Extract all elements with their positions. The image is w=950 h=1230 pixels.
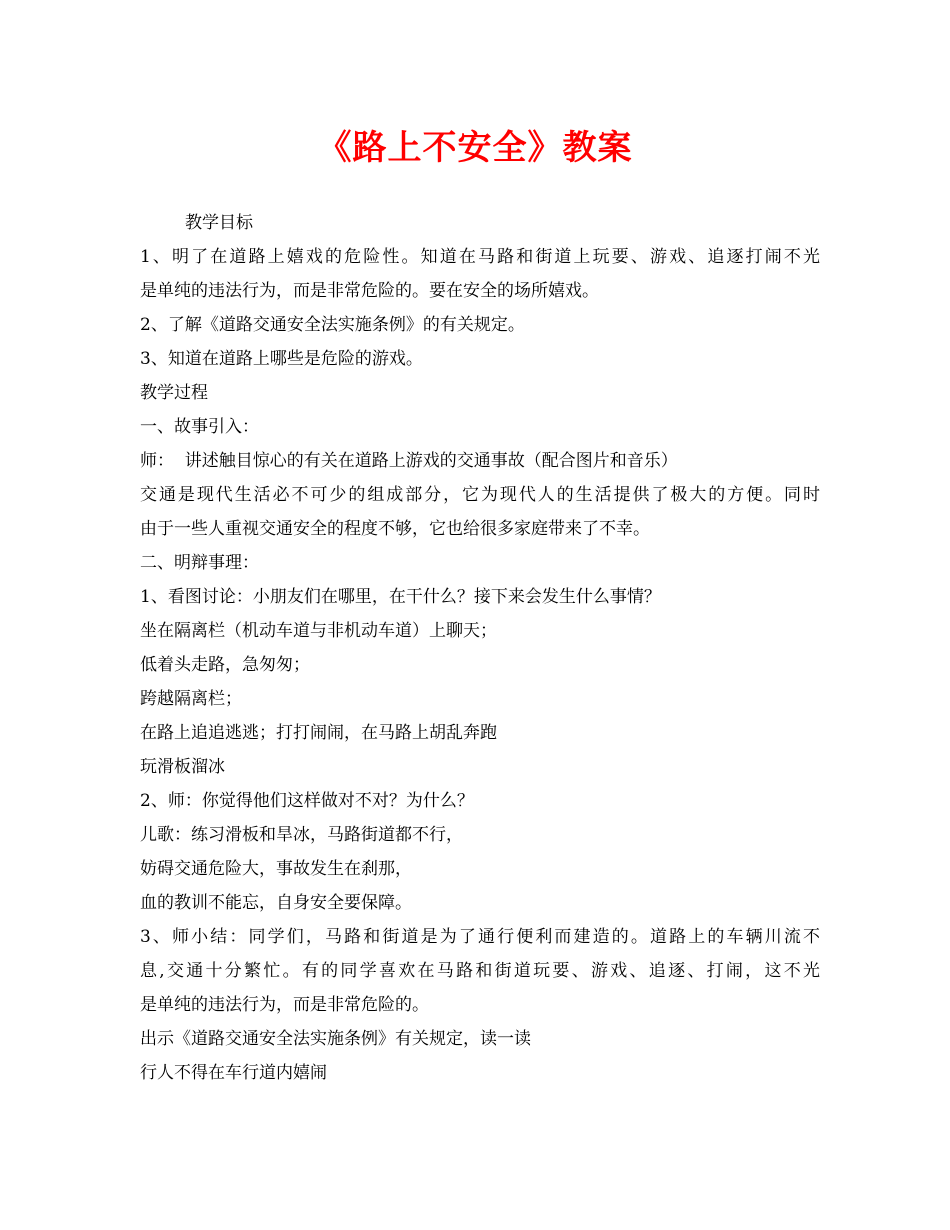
paragraph-line: 血的教训不能忘，自身安全要保障。 (140, 893, 412, 913)
paragraph-line: 在路上追追逃逃；打打闹闹，在马路上胡乱奔跑 (140, 723, 497, 743)
paragraph-line: 2、师：你觉得他们这样做对不对？为什么？ (140, 791, 474, 811)
paragraph-line: 妨碍交通危险大，事故发生在刹那， (140, 859, 412, 879)
paragraph-line: 3、知道在道路上哪些是危险的游戏。 (140, 349, 423, 369)
paragraph-line: 低着头走路，急匆匆； (140, 655, 310, 675)
paragraph-line: 是单纯的违法行为，而是非常危险的。要在安全的场所嬉戏。 (140, 281, 599, 301)
paragraph-line: 坐在隔离栏（机动车道与非机动车道）上聊天； (140, 621, 497, 641)
paragraph-line: 由于一些人重视交通安全的程度不够，它也给很多家庭带来了不幸。 (140, 519, 650, 539)
paragraph-line: 跨越隔离栏； (140, 689, 242, 709)
paragraph-line: 1、明了在道路上嬉戏的危险性。知道在马路和街道上玩要、游戏、追逐打闹不光 (140, 247, 820, 267)
paragraph-line: 师： 讲述触目惊心的有关在道路上游戏的交通事故（配合图片和音乐） (140, 451, 678, 471)
paragraph-line: 玩滑板溜冰 (140, 757, 225, 777)
paragraph-line: 息,交通十分繁忙。有的同学喜欢在马路和街道玩要、游戏、追逐、打闹，这不光 (140, 961, 820, 981)
paragraph-line: 3、师小结：同学们，马路和街道是为了通行便利而建造的。道路上的车辆川流不 (140, 927, 820, 947)
paragraph-line: 交通是现代生活必不可少的组成部分，它为现代人的生活提供了极大的方便。同时 (140, 485, 820, 505)
section-heading-process: 教学过程 (140, 383, 208, 403)
section-heading-goals: 教学目标 (185, 213, 253, 233)
paragraph-line: 1、看图讨论：小朋友们在哪里，在干什么？接下来会发生什么事情？ (140, 587, 661, 607)
paragraph-line: 出示《道路交通安全法实施条例》有关规定，读一读 (140, 1029, 531, 1049)
paragraph-line: 一、故事引入： (140, 417, 259, 437)
paragraph-line: 2、了解《道路交通安全法实施条例》的有关规定。 (140, 315, 525, 335)
document-body (140, 206, 820, 1090)
document-title: 《路上不安全》教案 (317, 128, 633, 168)
paragraph-line: 是单纯的违法行为，而是非常危险的。 (140, 995, 429, 1015)
paragraph-line: 儿歌：练习滑板和旱冰，马路街道都不行， (140, 825, 463, 845)
paragraph-line: 二、明辩事理： (140, 553, 259, 573)
paragraph-line: 行人不得在车行道内嬉闹 (140, 1063, 327, 1083)
